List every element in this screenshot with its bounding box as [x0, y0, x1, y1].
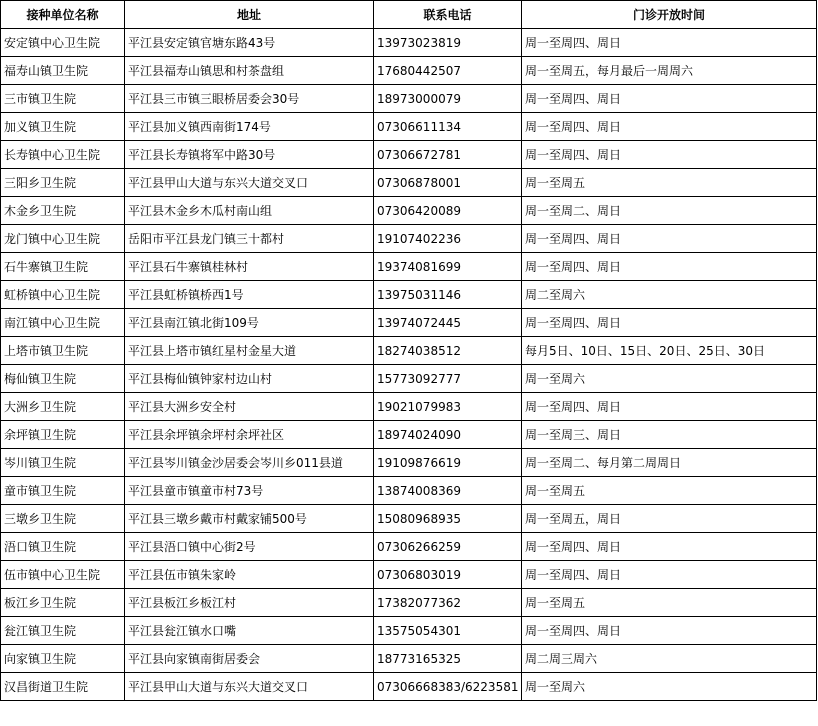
- cell-phone: 07306420089: [374, 197, 522, 225]
- cell-address: 平江县长寿镇将军中路30号: [125, 141, 374, 169]
- cell-address: 平江县余坪镇余坪村余坪社区: [125, 421, 374, 449]
- cell-phone: 07306878001: [374, 169, 522, 197]
- cell-hours: 周一至周二、周日: [522, 197, 817, 225]
- cell-unit-name: 虹桥镇中心卫生院: [1, 281, 125, 309]
- cell-hours: 周一至周五，周日: [522, 505, 817, 533]
- cell-hours: 周一至周四、周日: [522, 561, 817, 589]
- cell-phone: 15773092777: [374, 365, 522, 393]
- cell-address: 平江县上塔市镇红星村金星大道: [125, 337, 374, 365]
- cell-hours: 周一至周二、每月第二周周日: [522, 449, 817, 477]
- cell-address: 平江县木金乡木瓜村南山组: [125, 197, 374, 225]
- cell-hours: 周一至周三、周日: [522, 421, 817, 449]
- table-row: [1, 365, 817, 393]
- cell-address: 平江县加义镇西南街174号: [125, 113, 374, 141]
- cell-hours: 周一至周四、周日: [522, 393, 817, 421]
- table-row: [1, 561, 817, 589]
- table-row: [1, 225, 817, 253]
- cell-hours: 周一至周五: [522, 169, 817, 197]
- table-row: [1, 57, 817, 85]
- cell-address: 平江县瓮江镇水口嘴: [125, 617, 374, 645]
- table-row: [1, 197, 817, 225]
- table-row: [1, 673, 817, 701]
- header-hours: 门诊开放时间: [522, 1, 817, 29]
- cell-address: 平江县向家镇南街居委会: [125, 645, 374, 673]
- cell-hours: 每月5日、10日、15日、20日、25日、30日: [522, 337, 817, 365]
- table-row: [1, 337, 817, 365]
- cell-address: 岳阳市平江县龙门镇三十都村: [125, 225, 374, 253]
- cell-phone: 18773165325: [374, 645, 522, 673]
- cell-address: 平江县伍市镇朱家岭: [125, 561, 374, 589]
- table-row: [1, 617, 817, 645]
- table-row: [1, 29, 817, 57]
- cell-unit-name: 向家镇卫生院: [1, 645, 125, 673]
- cell-unit-name: 梅仙镇卫生院: [1, 365, 125, 393]
- cell-phone: 13974072445: [374, 309, 522, 337]
- cell-phone: 19107402236: [374, 225, 522, 253]
- cell-phone: 19021079983: [374, 393, 522, 421]
- cell-phone: 13973023819: [374, 29, 522, 57]
- cell-unit-name: 大洲乡卫生院: [1, 393, 125, 421]
- cell-address: 平江县南江镇北街109号: [125, 309, 374, 337]
- table-row: [1, 477, 817, 505]
- cell-address: 平江县石牛寨镇桂林村: [125, 253, 374, 281]
- table-row: [1, 421, 817, 449]
- table-row: [1, 449, 817, 477]
- cell-phone: 18274038512: [374, 337, 522, 365]
- cell-hours: 周一至周四、周日: [522, 533, 817, 561]
- cell-unit-name: 上塔市镇卫生院: [1, 337, 125, 365]
- cell-unit-name: 童市镇卫生院: [1, 477, 125, 505]
- cell-hours: 周一至周五: [522, 477, 817, 505]
- cell-hours: 周一至周五，每月最后一周周六: [522, 57, 817, 85]
- cell-phone: 13975031146: [374, 281, 522, 309]
- table-row: [1, 309, 817, 337]
- cell-address: 平江县岑川镇金沙居委会岑川乡011县道: [125, 449, 374, 477]
- cell-address: 平江县板江乡板江村: [125, 589, 374, 617]
- cell-phone: 18973000079: [374, 85, 522, 113]
- cell-phone: 19374081699: [374, 253, 522, 281]
- cell-address: 平江县童市镇童市村73号: [125, 477, 374, 505]
- cell-unit-name: 石牛寨镇卫生院: [1, 253, 125, 281]
- table-row: [1, 533, 817, 561]
- cell-phone: 19109876619: [374, 449, 522, 477]
- cell-hours: 周二周三周六: [522, 645, 817, 673]
- cell-hours: 周一至周四、周日: [522, 113, 817, 141]
- cell-hours: 周一至周四、周日: [522, 225, 817, 253]
- table-row: [1, 645, 817, 673]
- header-address: 地址: [125, 1, 374, 29]
- cell-phone: 17382077362: [374, 589, 522, 617]
- table-row: [1, 281, 817, 309]
- cell-hours: 周一至周五: [522, 589, 817, 617]
- cell-unit-name: 龙门镇中心卫生院: [1, 225, 125, 253]
- cell-address: 平江县三墩乡戴市村戴家铺500号: [125, 505, 374, 533]
- cell-unit-name: 浯口镇卫生院: [1, 533, 125, 561]
- cell-hours: 周一至周六: [522, 673, 817, 701]
- cell-unit-name: 三墩乡卫生院: [1, 505, 125, 533]
- cell-unit-name: 瓮江镇卫生院: [1, 617, 125, 645]
- table-row: [1, 169, 817, 197]
- table-row: [1, 393, 817, 421]
- cell-unit-name: 南江镇中心卫生院: [1, 309, 125, 337]
- cell-phone: 07306611134: [374, 113, 522, 141]
- cell-address: 平江县福寿山镇思和村茶盘组: [125, 57, 374, 85]
- cell-unit-name: 伍市镇中心卫生院: [1, 561, 125, 589]
- cell-phone: 15080968935: [374, 505, 522, 533]
- table-row: [1, 589, 817, 617]
- header-row: [1, 1, 817, 29]
- cell-address: 平江县甲山大道与东兴大道交叉口: [125, 169, 374, 197]
- cell-unit-name: 加义镇卫生院: [1, 113, 125, 141]
- table-row: [1, 253, 817, 281]
- cell-unit-name: 木金乡卫生院: [1, 197, 125, 225]
- cell-address: 平江县浯口镇中心街2号: [125, 533, 374, 561]
- table-row: [1, 85, 817, 113]
- cell-hours: 周一至周四、周日: [522, 85, 817, 113]
- cell-phone: 18974024090: [374, 421, 522, 449]
- cell-unit-name: 安定镇中心卫生院: [1, 29, 125, 57]
- cell-hours: 周一至周四、周日: [522, 309, 817, 337]
- cell-unit-name: 三阳乡卫生院: [1, 169, 125, 197]
- cell-hours: 周一至周四、周日: [522, 617, 817, 645]
- cell-phone: 13874008369: [374, 477, 522, 505]
- cell-phone: 07306803019: [374, 561, 522, 589]
- table-row: [1, 113, 817, 141]
- cell-unit-name: 福寿山镇卫生院: [1, 57, 125, 85]
- cell-hours: 周一至周四、周日: [522, 29, 817, 57]
- cell-hours: 周一至周六: [522, 365, 817, 393]
- cell-address: 平江县大洲乡安全村: [125, 393, 374, 421]
- cell-address: 平江县甲山大道与东兴大道交叉口: [125, 673, 374, 701]
- cell-address: 平江县三市镇三眼桥居委会30号: [125, 85, 374, 113]
- cell-address: 平江县安定镇官塘东路43号: [125, 29, 374, 57]
- cell-hours: 周一至周四、周日: [522, 253, 817, 281]
- cell-phone: 13575054301: [374, 617, 522, 645]
- cell-unit-name: 岑川镇卫生院: [1, 449, 125, 477]
- cell-unit-name: 三市镇卫生院: [1, 85, 125, 113]
- header-unit-name: 接种单位名称: [1, 1, 125, 29]
- table-row: [1, 505, 817, 533]
- cell-phone: 07306672781: [374, 141, 522, 169]
- cell-unit-name: 余坪镇卫生院: [1, 421, 125, 449]
- cell-hours: 周二至周六: [522, 281, 817, 309]
- cell-address: 平江县虹桥镇桥西1号: [125, 281, 374, 309]
- cell-phone: 17680442507: [374, 57, 522, 85]
- cell-unit-name: 板江乡卫生院: [1, 589, 125, 617]
- cell-address: 平江县梅仙镇钟家村边山村: [125, 365, 374, 393]
- header-phone: 联系电话: [374, 1, 522, 29]
- cell-phone: 07306668383/6223581: [374, 673, 522, 701]
- table-row: [1, 141, 817, 169]
- cell-hours: 周一至周四、周日: [522, 141, 817, 169]
- cell-unit-name: 长寿镇中心卫生院: [1, 141, 125, 169]
- cell-unit-name: 汉昌街道卫生院: [1, 673, 125, 701]
- cell-phone: 07306266259: [374, 533, 522, 561]
